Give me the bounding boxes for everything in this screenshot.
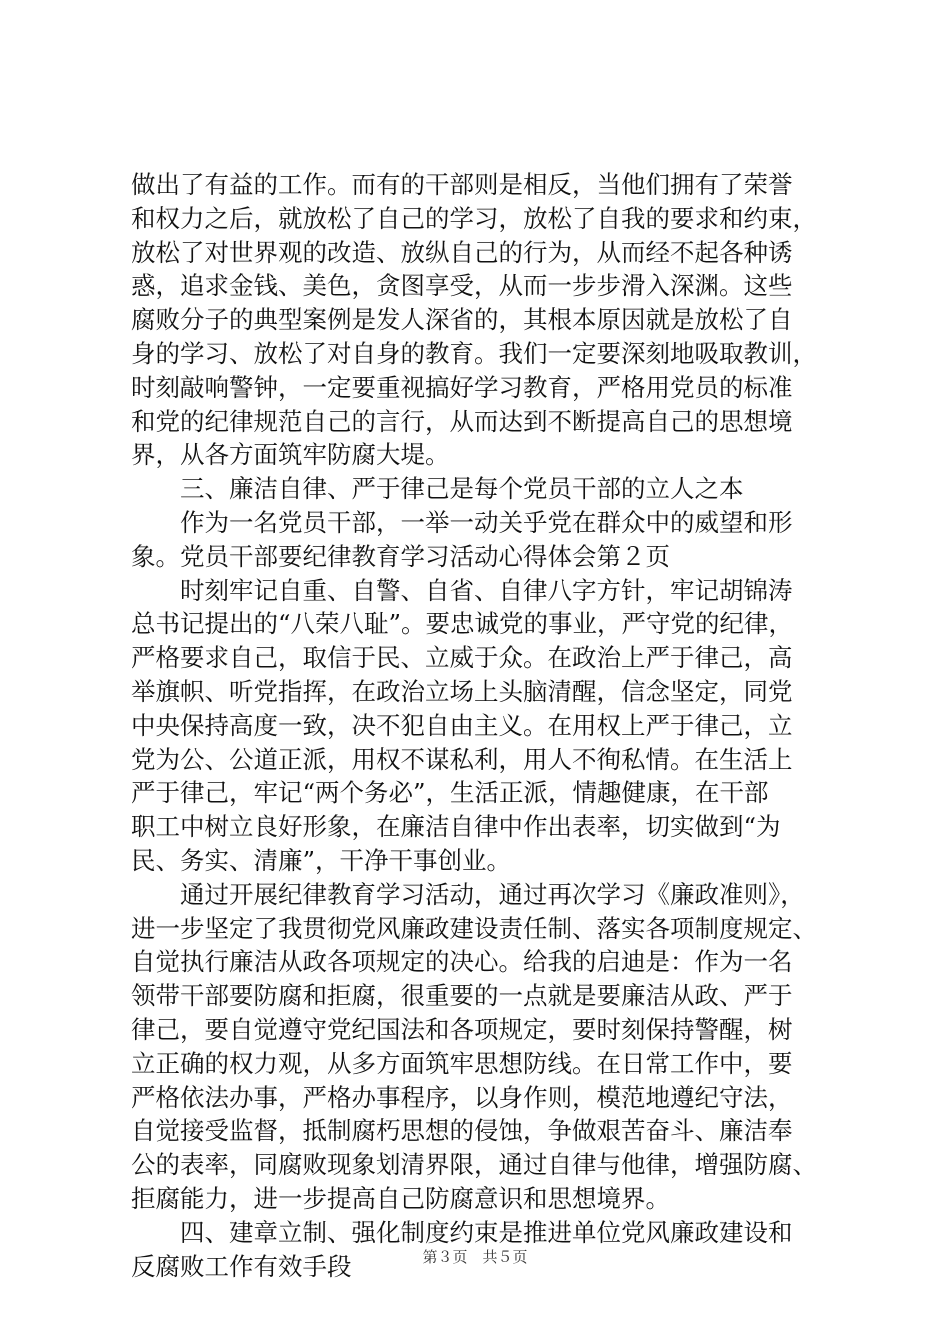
text-line: 公的表率，同腐败现象划清界限，通过自律与他律，增强防腐、 [131,1150,817,1180]
text-line: 做出了有益的工作。而有的干部则是相反，当他们拥有了荣誉 [131,170,793,199]
text-line: 身的学习、放松了对自身的教育。我们一定要深刻地吸取教训， [131,338,817,368]
page-number: 第３页 共５页 [422,1248,528,1266]
text-line: 总书记提出的“八荣八耻”。要忠诚党的事业，严守党的纪律， [131,609,794,639]
text-line: 进一步坚定了我贯彻党风廉政建设责任制、落实各项制度规定、 [131,913,817,943]
text-line: 反腐败工作有效手段 [131,1251,352,1281]
text-line: 党为公、公道正派，用权不谋私利，用人不徇私情。在生活上 [131,744,793,774]
text-line: 律己，要自觉遵守党纪国法和各项规定，要时刻保持警醒，树 [131,1014,793,1044]
text-line: 自觉接受监督，抵制腐朽思想的侵蚀，争做艰苦奋斗、廉洁奉 [131,1116,793,1146]
text-line: 腐败分子的典型案例是发人深省的，其根本原因就是放松了自 [131,305,793,335]
text-line: 时刻敲响警钟，一定要重视搞好学习教育，严格用党员的标准 [131,372,793,402]
text-line: 界，从各方面筑牢防腐大堤。 [131,440,450,470]
text-line: 严格要求自己，取信于民、立威于众。在政治上严于律己，高 [131,643,793,673]
document-body [131,168,827,1283]
text-line: 象。党员干部要纪律教育学习活动心得体会第２页 [131,541,670,571]
text-line: 民、务实、清廉”，干净干事创业。 [131,845,512,875]
text-line: 自觉执行廉洁从政各项规定的决心。给我的启迪是：作为一名 [131,947,793,977]
section-heading-3: 三、廉洁自律、严于律己是每个党员干部的立人之本 [131,474,744,504]
section-heading-4: 四、建章立制、强化制度约束是推进单位党风廉政建设和 [131,1217,793,1247]
text-line: 惑，追求金钱、美色，贪图享受，从而一步步滑入深渊。这些 [131,271,793,301]
text-line: 中央保持高度一致，决不犯自由主义。在用权上严于律己，立 [131,710,793,740]
text-line: 举旗帜、听党指挥，在政治立场上头脑清醒，信念坚定，同党 [131,676,793,706]
text-line: 放松了对世界观的改造、放纵自己的行为，从而经不起各种诱 [131,237,793,267]
text-line: 和党的纪律规范自己的言行，从而达到不断提高自己的思想境 [131,406,793,436]
text-line: 严于律己，牢记“两个务必”，生活正派，情趣健康，在干部 [131,778,769,808]
text-line: 严格依法办事，严格办事程序，以身作则，模范地遵纪守法， [131,1082,793,1112]
text-line: 立正确的权力观，从多方面筑牢思想防线。在日常工作中，要 [131,1048,793,1078]
text-line: 通过开展纪律教育学习活动，通过再次学习《廉政准则》， [131,879,805,909]
text-line: 时刻牢记自重、自警、自省、自律八字方针，牢记胡锦涛 [131,575,793,605]
text-line: 领带干部要防腐和拒腐，很重要的一点就是要廉洁从政、严于 [131,981,793,1011]
text-line: 和权力之后，就放松了自己的学习，放松了自我的要求和约束， [131,203,817,233]
text-line: 职工中树立良好形象，在廉洁自律中作出表率，切实做到“为 [131,812,781,842]
text-line: 拒腐能力，进一步提高自己防腐意识和思想境界。 [131,1183,670,1213]
text-line: 作为一名党员干部，一举一动关乎党在群众中的威望和形 [131,507,793,537]
